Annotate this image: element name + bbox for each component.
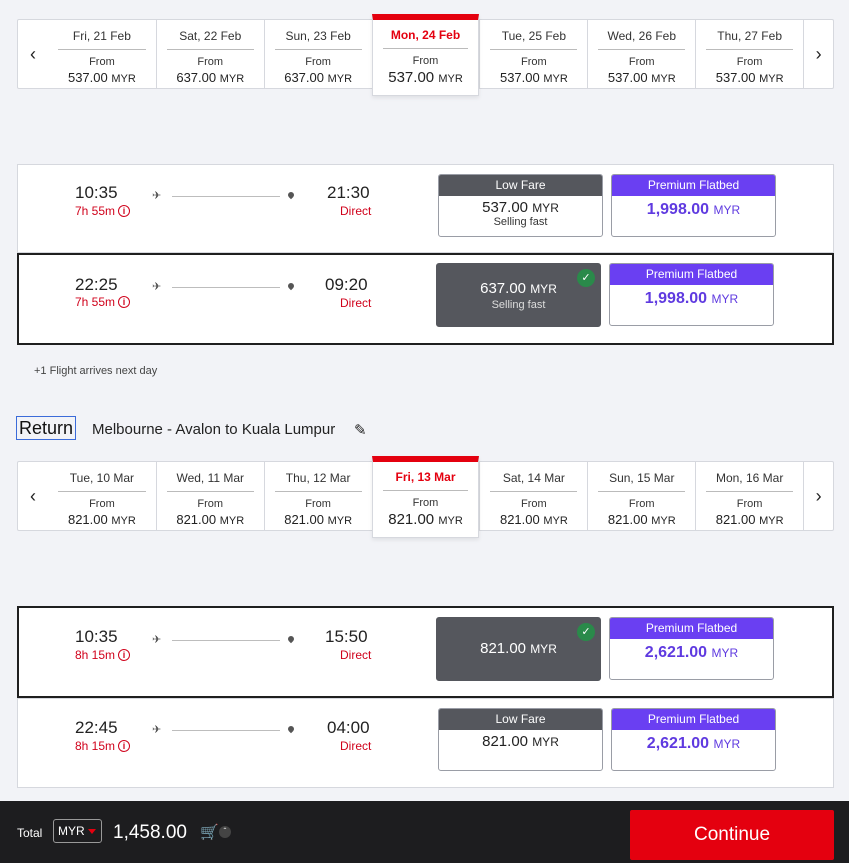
date-price (588, 512, 695, 527)
location-pin-icon (287, 191, 295, 199)
date-label: Sat, 22 Feb (167, 29, 254, 50)
from-label: From (521, 56, 547, 68)
date-cell[interactable] (156, 462, 264, 530)
from-label: From (197, 56, 224, 68)
fare-type-label: Premium Flatbed (612, 175, 775, 196)
plane-icon: ✈ (152, 724, 162, 736)
price-currency: MYR (759, 73, 784, 85)
check-icon: ✓ (577, 623, 595, 641)
price-value: 537.00 (67, 70, 108, 85)
price-currency: MYR (219, 73, 245, 85)
pencil-icon[interactable]: ✎ (354, 422, 367, 439)
price-value: 821.00 (284, 512, 324, 527)
date-cell-selected[interactable] (372, 14, 480, 96)
date-price (157, 512, 264, 527)
fare-price (612, 735, 775, 753)
price-currency: MYR (651, 515, 676, 527)
flight-duration (75, 648, 130, 662)
from-label: From (412, 497, 439, 509)
flight-row (17, 698, 834, 788)
currency-value: MYR (58, 824, 85, 838)
flight-duration (75, 739, 130, 753)
chevron-right-icon[interactable]: › (803, 20, 833, 88)
flight-duration (75, 295, 130, 309)
price-currency: MYR (713, 737, 741, 751)
premium-flatbed-option[interactable] (611, 174, 776, 237)
flight-row (17, 164, 834, 253)
price-value: 637.00 (176, 70, 217, 85)
date-price (696, 70, 803, 85)
stops-label: Direct (340, 204, 372, 218)
from-label: From (305, 498, 331, 510)
date-cell[interactable] (48, 462, 156, 530)
departure-time: 22:25 (75, 275, 118, 294)
chevron-left-icon[interactable]: ‹ (29, 485, 36, 506)
price-value: 2,621.00 (646, 735, 710, 752)
price-value: 2,621.00 (644, 644, 708, 661)
price-currency: MYR (438, 515, 463, 527)
flight-row-selected (17, 253, 834, 345)
price-currency: MYR (111, 73, 136, 85)
next-day-note: +1 Flight arrives next day (34, 365, 158, 377)
low-fare-option[interactable] (438, 174, 603, 237)
fare-type-label: Premium Flatbed (610, 264, 773, 285)
duration-text: 8h 15m (75, 648, 116, 662)
price-currency: MYR (532, 201, 559, 215)
currency-select[interactable] (53, 819, 102, 843)
route-line (172, 640, 280, 641)
date-cell[interactable] (264, 20, 372, 88)
date-price (265, 70, 372, 85)
price-currency: MYR (543, 73, 568, 85)
date-label: Sat, 14 Mar (490, 471, 577, 492)
date-label: Wed, 11 Mar (167, 471, 254, 492)
price-value: 821.00 (607, 512, 648, 527)
arrival-time: 04:00 (327, 718, 370, 737)
price-value: 537.00 (388, 69, 435, 86)
date-label: Wed, 26 Feb (598, 29, 685, 50)
price-currency: MYR (711, 292, 739, 306)
price-currency: MYR (327, 73, 353, 85)
price-value: 537.00 (715, 70, 756, 85)
info-icon[interactable]: i (118, 296, 130, 308)
date-label: Tue, 25 Feb (490, 29, 577, 50)
price-currency: MYR (530, 642, 557, 656)
info-icon[interactable]: i (118, 649, 130, 661)
fare-type-label: Premium Flatbed (612, 709, 775, 730)
price-currency: MYR (530, 282, 557, 296)
fare-type-label: Premium Flatbed (610, 618, 773, 639)
chevron-right-icon[interactable]: › (803, 462, 833, 530)
low-fare-option-selected[interactable] (436, 263, 601, 327)
date-label: Fri, 21 Feb (58, 29, 146, 50)
departure-time: 10:35 (75, 627, 118, 646)
date-cell[interactable] (479, 462, 587, 530)
date-price (480, 512, 587, 527)
return-date-strip (17, 461, 834, 531)
route-line (172, 196, 280, 197)
price-value: 537.00 (607, 70, 648, 85)
stops-label: Direct (340, 739, 372, 753)
total-label: Total (17, 826, 43, 840)
info-icon[interactable]: i (118, 205, 130, 217)
price-value: 821.00 (482, 733, 529, 750)
date-cell[interactable] (695, 20, 803, 88)
low-fare-option[interactable] (438, 708, 603, 771)
price-currency: MYR (111, 515, 136, 527)
flight-duration (75, 204, 130, 218)
location-pin-icon (287, 282, 295, 290)
location-pin-icon (287, 635, 295, 643)
fare-note: Selling fast (493, 216, 548, 228)
price-value: 537.00 (482, 199, 529, 216)
from-label: From (197, 498, 224, 510)
arrival-time: 15:50 (325, 627, 368, 646)
date-cell[interactable] (695, 462, 803, 530)
fare-note: Selling fast (491, 299, 546, 311)
route-line (172, 287, 280, 288)
price-currency: MYR (219, 515, 245, 527)
price-currency: MYR (438, 73, 463, 85)
premium-flatbed-option[interactable] (609, 263, 774, 326)
date-cell[interactable] (264, 462, 372, 530)
from-label: From (628, 56, 655, 68)
price-value: 1,998.00 (644, 290, 708, 307)
duration-text: 7h 55m (75, 295, 116, 309)
from-label: From (521, 498, 547, 510)
price-currency: MYR (759, 515, 784, 527)
booking-footer (0, 801, 849, 863)
price-currency: MYR (327, 515, 353, 527)
date-cell[interactable] (48, 20, 156, 88)
stops-label: Direct (340, 296, 372, 310)
from-label: From (736, 56, 763, 68)
flight-row-selected (17, 606, 834, 698)
price-value: 537.00 (499, 70, 540, 85)
date-price (157, 70, 264, 85)
date-label: Mon, 24 Feb (383, 28, 469, 49)
date-label: Thu, 12 Mar (275, 471, 362, 492)
date-price (588, 70, 695, 85)
date-price (373, 511, 479, 528)
return-heading: Return (16, 416, 76, 440)
price-currency: MYR (651, 73, 676, 85)
date-cell[interactable] (587, 20, 695, 88)
fare-type-label: Low Fare (439, 709, 602, 730)
departure-time: 10:35 (75, 183, 118, 202)
date-price (480, 70, 587, 85)
price-value: 821.00 (499, 512, 540, 527)
date-label: Thu, 27 Feb (706, 29, 793, 50)
chevron-up-icon[interactable]: ˆ (219, 826, 231, 838)
fare-price (439, 199, 602, 216)
date-label: Mon, 16 Mar (706, 471, 793, 492)
from-label: From (305, 56, 331, 68)
fare-price (439, 733, 602, 750)
plane-icon: ✈ (152, 281, 162, 293)
route-line (172, 730, 280, 731)
date-price (265, 512, 372, 527)
arrival-time: 09:20 (325, 275, 368, 294)
fare-price (612, 201, 775, 219)
location-pin-icon (287, 725, 295, 733)
price-value: 821.00 (480, 640, 527, 657)
duration-text: 7h 55m (75, 204, 116, 218)
date-cell[interactable] (587, 462, 695, 530)
price-value: 821.00 (715, 512, 756, 527)
total-amount: 1,458.00 (113, 822, 187, 843)
from-label: From (736, 498, 763, 510)
cart-icon[interactable]: 🛒 (200, 824, 219, 841)
price-value: 821.00 (67, 512, 108, 527)
fare-price (437, 640, 600, 657)
date-price (373, 69, 479, 86)
price-currency: MYR (711, 646, 739, 660)
premium-flatbed-option[interactable] (609, 617, 774, 680)
departure-time: 22:45 (75, 718, 118, 737)
price-value: 821.00 (388, 511, 435, 528)
price-value: 821.00 (176, 512, 217, 527)
price-currency: MYR (543, 515, 568, 527)
premium-flatbed-option[interactable] (611, 708, 776, 771)
price-value: 1,998.00 (646, 201, 710, 218)
check-icon: ✓ (577, 269, 595, 287)
date-label: Sun, 15 Mar (598, 471, 685, 492)
from-label: From (89, 498, 115, 510)
from-label: From (89, 56, 115, 68)
continue-button[interactable]: Continue (630, 810, 834, 860)
outbound-date-strip (17, 19, 834, 89)
date-label: Sun, 23 Feb (275, 29, 362, 50)
from-label: From (412, 55, 439, 67)
fare-price (610, 644, 773, 662)
price-value: 637.00 (480, 280, 527, 297)
price-currency: MYR (532, 735, 559, 749)
chevron-left-icon[interactable]: ‹ (29, 43, 36, 64)
date-cell-selected[interactable] (372, 456, 480, 538)
caret-down-icon (88, 829, 96, 834)
duration-text: 8h 15m (75, 739, 116, 753)
fare-price (610, 290, 773, 308)
price-currency: MYR (713, 203, 741, 217)
info-icon[interactable]: i (118, 740, 130, 752)
fare-price (437, 280, 600, 297)
fare-type-label: Low Fare (439, 175, 602, 196)
stops-label: Direct (340, 648, 372, 662)
from-label: From (628, 498, 655, 510)
date-price (48, 70, 156, 85)
plane-icon: ✈ (152, 190, 162, 202)
date-label: Tue, 10 Mar (58, 471, 146, 492)
return-route: Melbourne - Avalon to Kuala Lumpur (92, 421, 336, 438)
date-price (696, 512, 803, 527)
plane-icon: ✈ (152, 634, 162, 646)
date-cell[interactable] (479, 20, 587, 88)
low-fare-option-selected[interactable] (436, 617, 601, 681)
date-label: Fri, 13 Mar (383, 470, 469, 491)
arrival-time: 21:30 (327, 183, 370, 202)
price-value: 637.00 (284, 70, 324, 85)
date-cell[interactable] (156, 20, 264, 88)
date-price (48, 512, 156, 527)
